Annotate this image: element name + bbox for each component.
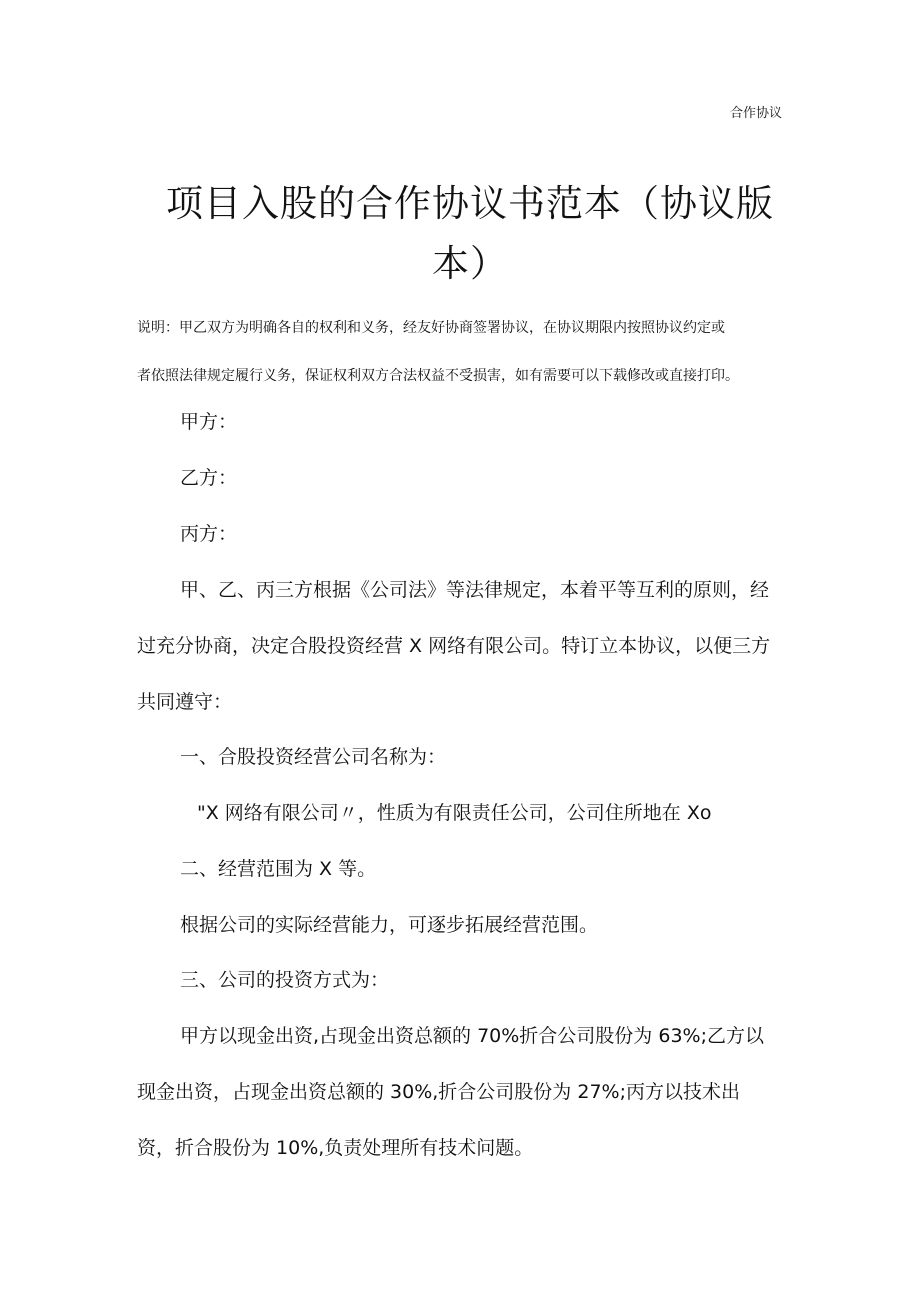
section-3-line-2: 现金出资，占现金出资总额的 30%,折合公司股份为 27%;丙方以技术出	[137, 1081, 740, 1103]
section-2-heading: 二、经营范围为 X 等。	[180, 858, 377, 880]
note-line-1: 说明：甲乙双方为明确各自的权利和义务，经友好协商签署协议，在协议期限内按照协议约定或	[137, 320, 725, 336]
intro-line-3: 共同遵守：	[137, 691, 233, 713]
document-title-line-1: 项目入股的合作协议书范本（协议版	[166, 182, 774, 225]
document-title-line-2: 本）	[432, 242, 508, 285]
intro-line-2: 过充分协商，决定合股投资经营 X 网络有限公司。特订立本协议，以便三方	[137, 635, 771, 657]
section-3-line-1: 甲方以现金出资,占现金出资总额的 70%折合公司股份为 63%;乙方以	[180, 1025, 764, 1047]
section-3-heading: 三、公司的投资方式为：	[180, 969, 390, 991]
section-3-line-3: 资，折合股份为 10%,负责处理所有技术问题。	[137, 1137, 534, 1159]
section-1-body: "X 网络有限公司〃，性质为有限责任公司，公司住所地在 Xo	[197, 802, 712, 824]
note-line-2: 者依照法律规定履行义务，保证权利双方合法权益不受损害，如有需要可以下载修改或直接打印。	[137, 368, 739, 384]
intro-line-1: 甲、乙、丙三方根据《公司法》等法律规定，本着平等互利的原则，经	[180, 579, 770, 601]
section-2-body: 根据公司的实际经营能力，可逐步拓展经营范围。	[180, 914, 599, 936]
party-c-label: 丙方：	[180, 523, 238, 545]
party-b-label: 乙方：	[180, 467, 238, 489]
section-1-heading: 一、合股投资经营公司名称为：	[180, 746, 447, 768]
header-label: 合作协议	[730, 106, 783, 121]
party-a-label: 甲方：	[180, 411, 238, 433]
